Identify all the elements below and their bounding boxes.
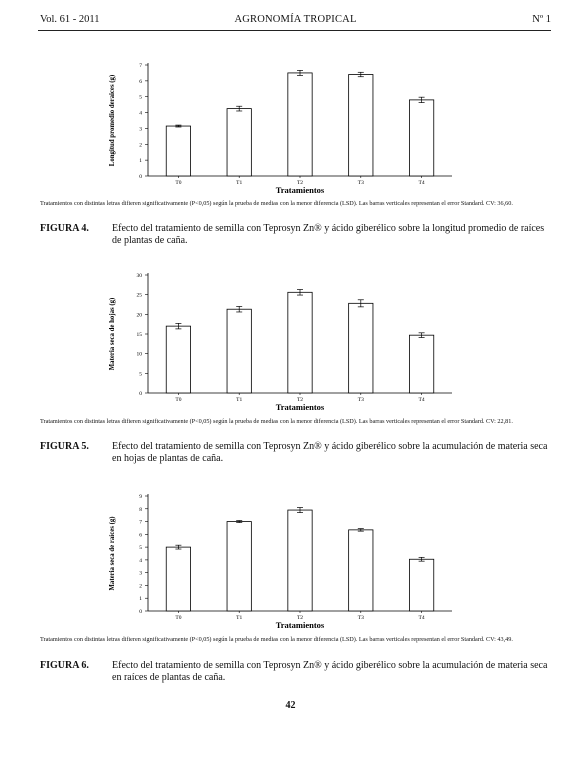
x-axis-title: Tratamientos [275, 620, 325, 630]
y-tick-label: 5 [139, 94, 142, 101]
y-tick-label: 6 [139, 532, 142, 539]
x-axis-title: Tratamientos [275, 402, 325, 412]
y-tick-label: 0 [139, 609, 142, 615]
x-tick-label-T2: T2 [296, 397, 304, 403]
y-axis-title: Materia seca de raíces (g) [109, 516, 116, 591]
x-tick-label-T0: T0 [175, 180, 182, 186]
figure-5-chart [108, 270, 458, 415]
bar-T4 [409, 559, 433, 611]
y-tick-label: 7 [139, 519, 142, 526]
bar-T3 [349, 75, 373, 176]
y-tick-label: 5 [139, 371, 142, 378]
issue-number: Nº 1 [532, 14, 551, 25]
header-rule [38, 30, 551, 31]
x-tick-label-T4: T4 [418, 615, 425, 621]
figure-4-chart [108, 60, 458, 198]
figure-6-chart [108, 491, 458, 634]
y-tick-label: 9 [139, 494, 142, 500]
bar-T4 [409, 335, 433, 393]
journal-title: AGRONOMÍA TROPICAL [234, 14, 357, 25]
figure-4-caption-text: Efecto del tratamiento de semilla con Teprosyn Zn® y ácido giberélico sobre la longitud promedio de raíces de plantas de caña. [112, 223, 545, 246]
y-tick-label: 6 [139, 78, 142, 85]
x-tick-label-T4: T4 [418, 180, 425, 186]
y-axis-title: Longitud promedio deraices (g) [109, 74, 116, 167]
y-tick-label: 0 [139, 391, 142, 397]
x-tick-label-T1: T1 [236, 615, 243, 621]
figure-4-svg [108, 60, 458, 198]
x-tick-label-T1: T1 [236, 180, 243, 186]
y-tick-label: 0 [139, 174, 142, 180]
x-tick-label-T0: T0 [175, 397, 182, 403]
x-tick-label-T0: T0 [175, 615, 182, 621]
bar-T3 [349, 530, 373, 611]
bar-T0 [166, 126, 190, 176]
figure-5-caption-text: Efecto del tratamiento de semilla con Teprosyn Zn® y ácido giberélico sobre la acumulación de materia seca en hojas de plantas de caña. [112, 441, 548, 464]
y-tick-label: 7 [139, 63, 142, 69]
bar-T1 [227, 309, 251, 393]
figure-5-label: FIGURA 5. [40, 441, 89, 452]
y-tick-label: 20 [136, 312, 142, 319]
y-tick-label: 1 [139, 596, 142, 603]
figure-6-note: Tratamientos con distintas letras difieren significativamente (P<0,05) según la prueba de medias con la menor diferencia (LSD). Las barras verticales representan el error Standard. CV: 43,49. [40, 636, 513, 643]
x-tick-label-T3: T3 [357, 397, 364, 403]
bar-T3 [349, 303, 373, 393]
y-tick-label: 3 [139, 126, 142, 133]
figure-6-label: FIGURA 6. [40, 660, 89, 671]
x-tick-label-T1: T1 [236, 397, 243, 403]
figure-6-caption-text: Efecto del tratamiento de semilla con Teprosyn Zn® y ácido giberélico sobre la acumulación de materia seca en raíces de plantas de caña. [112, 660, 548, 683]
bar-T2 [288, 292, 312, 393]
y-tick-label: 4 [139, 110, 142, 117]
figure-5-svg [108, 270, 458, 415]
x-axis-title: Tratamientos [275, 185, 325, 195]
bar-T0 [166, 547, 190, 611]
bar-T1 [227, 109, 251, 176]
page-number: 42 [285, 700, 296, 711]
bar-T2 [288, 510, 312, 611]
x-tick-label-T3: T3 [357, 180, 364, 186]
bar-T0 [166, 326, 190, 393]
bar-T2 [288, 73, 312, 176]
y-tick-label: 4 [139, 557, 142, 564]
y-tick-label: 5 [139, 545, 142, 552]
y-tick-label: 15 [136, 332, 142, 338]
volume-label: Vol. 61 - 2011 [40, 14, 100, 25]
y-axis-title: Materia seca de hojas (g) [109, 297, 116, 371]
bar-T4 [409, 100, 433, 176]
y-tick-label: 25 [136, 292, 142, 299]
x-tick-label-T2: T2 [296, 180, 304, 186]
running-header [40, 14, 551, 30]
figure-4-label: FIGURA 4. [40, 223, 89, 234]
y-tick-label: 2 [139, 583, 142, 590]
x-tick-label-T2: T2 [296, 615, 304, 621]
y-tick-label: 1 [139, 158, 142, 165]
y-tick-label: 10 [136, 351, 142, 358]
y-tick-label: 2 [139, 142, 142, 149]
y-tick-label: 8 [139, 506, 142, 513]
x-tick-label-T4: T4 [418, 397, 425, 403]
x-tick-label-T3: T3 [357, 615, 364, 621]
y-tick-label: 30 [136, 273, 142, 279]
y-tick-label: 3 [139, 570, 142, 577]
figure-4-note: Tratamientos con distintas letras difieren significativamente (P<0,05) según la prueba de medias con la menor diferencia (LSD). Las barras verticales representan el error Standard. CV: 36,60. [40, 200, 513, 207]
figure-6-svg [108, 491, 458, 634]
figure-5-note: Tratamientos con distintas letras difieren significativamente (P<0,05) según la prueba de medias con la menor diferencia (LSD). Las barras verticales representan el error Standard. CV: 22,81. [40, 418, 513, 425]
bar-T1 [227, 522, 251, 611]
